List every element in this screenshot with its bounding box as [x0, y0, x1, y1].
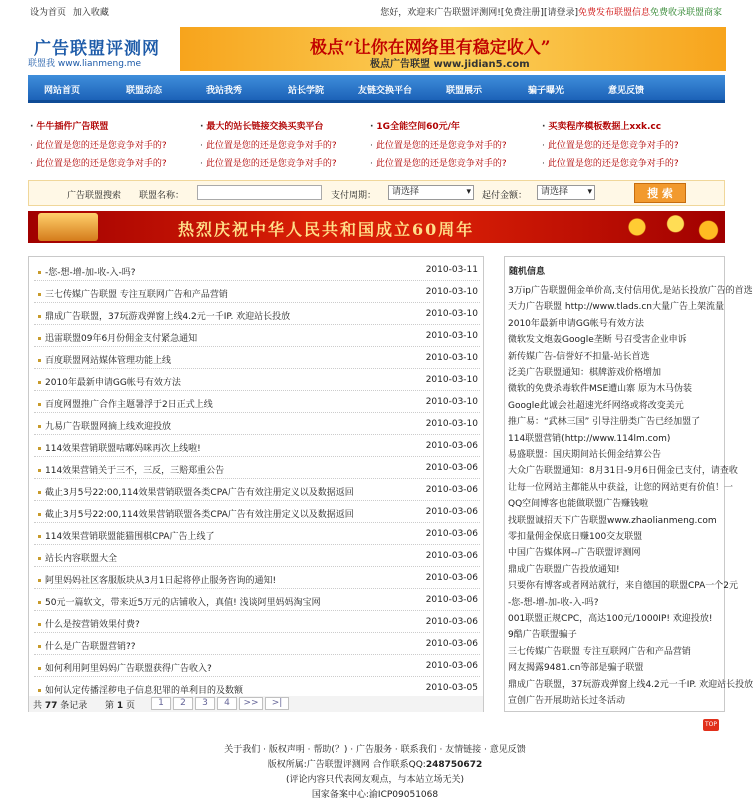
nav-alliance-show[interactable]: 联盟展示 — [446, 86, 483, 96]
text-link[interactable]: · 此位置是您的还是您竞争对手的? — [30, 138, 167, 151]
news-date: 2010-03-05 — [425, 683, 478, 693]
text-link[interactable]: · 此位置是您的还是您竞争对手的? — [542, 156, 679, 169]
news-date: 2010-03-11 — [425, 265, 478, 275]
news-row[interactable] — [34, 611, 480, 633]
random-info-item[interactable]: 泛美广告联盟通知：棋牌游戏价格增加 — [508, 368, 662, 378]
register-link[interactable]: [免费注册] — [500, 8, 544, 18]
news-row[interactable] — [34, 259, 480, 281]
copyright-text: 版权所属:广告联盟评测网 合作联系QQ: — [267, 760, 426, 770]
next-page-button[interactable]: >> — [239, 697, 263, 710]
news-date: 2010-03-06 — [425, 573, 478, 583]
text-link[interactable]: · 此位置是您的还是您竞争对手的? — [542, 138, 679, 151]
news-title[interactable]: 鼎成广告联盟，37玩游戏弹窗上线4.2元一千IP. 欢迎站长投放 — [38, 309, 290, 322]
random-info-item[interactable]: 宣创广告开展助站长过冬活动 — [508, 696, 626, 706]
random-info-item[interactable]: 微软的免费杀毒软件MSE遭山寨 原为木马伪装 — [508, 384, 693, 395]
news-title[interactable]: -您-想-增-加-收-入-吗? — [38, 265, 136, 278]
qq-number: 248750672 — [425, 760, 483, 770]
news-date: 2010-03-06 — [425, 529, 478, 539]
news-date: 2010-03-06 — [425, 463, 478, 473]
copyright — [0, 757, 750, 770]
news-title[interactable]: 百度网盟推广合作主题暑浮于2日正式上线 — [38, 397, 213, 410]
news-date: 2010-03-06 — [425, 617, 478, 627]
set-home-link[interactable]: 设为首页 — [30, 8, 67, 18]
news-row[interactable] — [34, 523, 480, 545]
page-button[interactable]: 4 — [217, 697, 237, 710]
random-info-item[interactable]: 9酷广告联盟骗子 — [508, 630, 577, 641]
news-title[interactable]: 114效果营销联盟能猫围棋CPA广告上线了 — [38, 529, 214, 542]
news-title[interactable]: 截止3月5号22:00,114效果营销联盟各类CPA广告有效注册定义以及数据返回 — [38, 485, 354, 498]
nav-feedback[interactable]: 意见反馈 — [608, 86, 645, 96]
news-title[interactable]: 阿里妈妈社区客服版块从3月1日起将停止服务咨询的通知! — [38, 573, 276, 586]
add-favorite-link[interactable]: 加入收藏 — [72, 8, 109, 18]
news-title[interactable]: 114效果营销联盟咕嘟妈咪再次上线啦! — [38, 441, 201, 454]
news-row[interactable] — [34, 655, 480, 677]
news-row[interactable] — [34, 391, 480, 413]
text-link[interactable]: · 此位置是您的还是您竞争对手的? — [200, 156, 337, 169]
random-info-item[interactable]: 2010年最新申请GG帐号有效方法 — [508, 318, 644, 329]
alliance-search-bar — [28, 180, 725, 206]
news-row[interactable] — [34, 567, 480, 589]
page-button[interactable]: 3 — [195, 697, 215, 710]
nav-alliance-news[interactable]: 联盟动态 — [126, 86, 163, 96]
login-link[interactable]: [请登录] — [543, 8, 578, 18]
footer — [0, 740, 750, 811]
pager-page-suffix: 页 — [126, 701, 136, 711]
news-date: 2010-03-06 — [425, 661, 478, 671]
pay-period-value: 请选择 — [392, 187, 420, 197]
news-date: 2010-03-06 — [425, 595, 478, 605]
flower-decoration — [615, 211, 725, 243]
disclaimer: (评论内容只代表网友观点，与本站立场无关) — [285, 775, 465, 785]
nav-scam-exposure[interactable]: 骗子曝光 — [528, 86, 565, 96]
random-info-item[interactable]: Google此诚会社超速光纤网络或将改变美元 — [508, 400, 684, 411]
page-button[interactable]: 1 — [151, 697, 171, 710]
news-row[interactable] — [34, 545, 480, 567]
nav-link-exchange[interactable]: 友链交换平台 — [358, 86, 413, 96]
news-title[interactable]: 114效果营销关于三不，三反，三赔郑重公告 — [38, 463, 224, 476]
pager-page-number: 1 — [116, 701, 124, 711]
search-title: 广告联盟搜索 — [67, 191, 122, 201]
alliance-name-label: 联盟名称： — [139, 191, 185, 201]
news-date: 2010-03-10 — [425, 309, 478, 319]
pager — [29, 696, 483, 712]
news-date: 2010-03-06 — [425, 485, 478, 495]
text-link[interactable]: · 买卖程序模板数据上xxk.cc — [542, 119, 661, 132]
news-date: 2010-03-10 — [425, 287, 478, 297]
pager-page-prefix: 第 — [105, 701, 115, 711]
text-link[interactable]: · 此位置是您的还是您竞争对手的? — [30, 156, 167, 169]
random-info-item[interactable]: 找联盟诚招天下广告联盟www.zhaolianmeng.com — [508, 515, 717, 526]
random-info-item[interactable]: 新传媒广告-信誉好不扣量-站长首选 — [508, 351, 650, 362]
footer-links[interactable]: 关于我们 · 版权声明 · 帮助(？) · 广告服务 · 联系我们 · 友情链接 · 意见反馈 — [224, 745, 526, 755]
banner-subtitle: 极点广告联盟 www.jidian5.com — [370, 59, 530, 70]
banner-title: 极点“让你在网络里有稳定收入” — [310, 38, 551, 58]
text-link[interactable]: · 1G全能空间60元/年 — [370, 119, 460, 132]
page-button[interactable]: 2 — [173, 697, 193, 710]
nav-home[interactable]: 网站首页 — [44, 86, 81, 96]
news-title[interactable]: 如何利用阿里妈妈广告联盟获得广告收入? — [38, 661, 212, 674]
news-title[interactable]: 50元一篇软文，带来近5万元的店铺收入，真值! 浅谈阿里妈妈淘宝网 — [38, 595, 321, 608]
min-payment-label: 起付金额： — [482, 191, 528, 201]
random-info-item[interactable]: 天力广告联盟 http://www.tlads.cn大量广告上架流量 — [508, 302, 725, 313]
alliance-name-input[interactable] — [197, 185, 322, 200]
nav-my-site[interactable]: 我站我秀 — [206, 86, 243, 96]
random-info-item[interactable]: 微软发文炮轰Google垄断 号召受害企业申诉 — [508, 335, 687, 346]
random-info-item[interactable]: 鼎成广告联盟广告投放通知! — [508, 564, 620, 575]
celebration-text: 热烈庆祝中华人民共和国成立60周年 — [178, 220, 475, 239]
random-info-item[interactable]: 易盛联盟：国庆期间站长佣金结算公告 — [508, 450, 662, 460]
logo-subtitle: 联盟我 www.lianmeng.me — [28, 59, 142, 69]
news-title[interactable]: 截止3月5号22:00,114效果营销联盟各类CPA广告有效注册定义以及数据返回 — [38, 507, 354, 520]
random-info-item[interactable]: 只要你有博客或者网站就行，来自德国的联盟CPA一个2元 — [508, 581, 739, 592]
news-date: 2010-03-10 — [425, 353, 478, 363]
text-link[interactable]: · 此位置是您的还是您竞争对手的? — [370, 156, 507, 169]
news-date: 2010-03-06 — [425, 507, 478, 517]
text-link-ads — [28, 112, 725, 174]
random-info-item[interactable]: 让每一位网站主都能从中获益，让您的网站更有价值！一 — [508, 482, 734, 493]
random-info-item[interactable]: 3万ip广告联盟佣金单价高,支付信用优,是站长投放广告的首选 — [508, 286, 753, 296]
news-date: 2010-03-06 — [425, 441, 478, 451]
random-info-item[interactable]: 中国广告媒体网--广告联盟评测网 — [508, 548, 641, 559]
news-title[interactable]: 三七传媒广告联盟 专注互联网广告和产品营销 — [38, 287, 228, 300]
news-row[interactable] — [34, 413, 480, 435]
pay-period-select[interactable] — [388, 185, 474, 200]
publish-info-link[interactable]: 免费发布联盟信息 — [577, 8, 650, 18]
ad-banner[interactable] — [180, 27, 726, 71]
tiananmen-image — [38, 213, 98, 241]
news-row[interactable] — [34, 589, 480, 611]
random-info-item[interactable]: 推广易：“武林三国” 引导注册类广告已经加盟了 — [508, 417, 701, 428]
panel-title: 随机信息 — [509, 267, 546, 277]
news-title[interactable]: 站长内容联盟大全 — [38, 551, 117, 564]
welcome-text: 您好，欢迎来广告联盟评测网! — [380, 8, 501, 18]
site-logo[interactable] — [26, 28, 176, 72]
pager-total — [33, 698, 87, 711]
news-title[interactable]: 九易广告联盟网摘上线欢迎投放 — [38, 419, 171, 432]
random-info-item[interactable]: 网友揭露9481.cn等部是骗子联盟 — [508, 663, 644, 674]
news-title[interactable]: 什么是按营销效果付费? — [38, 617, 140, 630]
news-row[interactable] — [34, 435, 480, 457]
celebration-banner[interactable] — [28, 211, 725, 243]
random-info-item[interactable]: 114联盟营销(http://www.114lm.com) — [508, 433, 671, 444]
pager-total-suffix: 条记录 — [60, 701, 88, 711]
news-title[interactable]: 百度联盟网站媒体管理功能上线 — [38, 353, 171, 366]
news-row[interactable] — [34, 347, 480, 369]
news-date: 2010-03-06 — [425, 639, 478, 649]
text-link[interactable]: · 牛牛插件广告联盟 — [30, 119, 108, 132]
news-date: 2010-03-06 — [425, 551, 478, 561]
random-info-item[interactable]: -您-想-增-加-收-入-吗? — [508, 597, 599, 608]
news-date: 2010-03-10 — [425, 397, 478, 407]
news-date: 2010-03-10 — [425, 375, 478, 385]
news-title[interactable]: 2010年最新申请GG帐号有效方法 — [38, 375, 181, 388]
listing-link[interactable]: 免费收录联盟商家 — [649, 8, 722, 18]
pager-total-prefix: 共 — [33, 701, 43, 711]
random-info-item[interactable]: 零扣量佣金保底日赚100交友联盟 — [508, 532, 643, 542]
news-row[interactable] — [34, 501, 480, 523]
news-row[interactable] — [34, 369, 480, 391]
news-row[interactable] — [34, 633, 480, 655]
news-date: 2010-03-10 — [425, 419, 478, 429]
top-bar — [0, 0, 750, 22]
search-button[interactable]: 搜 索 — [634, 183, 686, 203]
news-date: 2010-03-10 — [425, 331, 478, 341]
pay-period-label: 支付周期： — [331, 191, 377, 201]
random-info-item[interactable]: 三七传媒广告联盟 专注互联网广告和产品营销 — [508, 646, 691, 657]
news-list — [28, 256, 484, 712]
random-info-item[interactable]: QQ空间博客也能做联盟广告赚钱啦 — [508, 499, 649, 510]
main-nav — [28, 75, 725, 103]
random-info-item[interactable]: 鼎成广告联盟，37玩游戏弹窗上线4.2元一千IP. 欢迎站长投放 — [508, 679, 753, 690]
news-row[interactable] — [34, 303, 480, 325]
news-title[interactable]: 迅雷联盟09年6月份佣金支付紧急通知 — [38, 331, 197, 344]
news-row[interactable] — [34, 281, 480, 303]
last-page-button[interactable]: >| — [265, 697, 289, 710]
news-row[interactable] — [34, 325, 480, 347]
random-info-item[interactable]: 001联盟正规CPC，高达100元/1000IP! 欢迎投放! — [508, 614, 713, 624]
news-title[interactable]: 如何认定传播淫秽电子信息犯罪的单利目的及数额 — [38, 683, 243, 696]
back-to-top-icon[interactable]: TOP — [703, 719, 719, 731]
news-row[interactable] — [34, 479, 480, 501]
logo-title: 广告联盟评测网 — [34, 39, 160, 59]
nav-webmaster-school[interactable]: 站长学院 — [288, 86, 325, 96]
text-link[interactable]: · 此位置是您的还是您竞争对手的? — [200, 138, 337, 151]
news-row[interactable] — [34, 457, 480, 479]
icp-record[interactable]: 国家备案中心:渝ICP09051068 — [311, 790, 439, 800]
min-payment-select[interactable] — [537, 185, 595, 200]
random-info-panel — [504, 256, 753, 712]
min-payment-value: 请选择 — [541, 187, 569, 197]
pager-total-count: 77 — [44, 701, 58, 711]
text-link[interactable]: · 最大的站长链接交换买卖平台 — [200, 119, 323, 132]
pager-current — [105, 698, 135, 711]
random-info-item[interactable]: 大众广告联盟通知：8月31日-9月6日佣金已支付，请查收 — [508, 466, 738, 477]
news-title[interactable]: 什么是广告联盟营销?? — [38, 639, 136, 652]
text-link[interactable]: · 此位置是您的还是您竞争对手的? — [370, 138, 507, 151]
